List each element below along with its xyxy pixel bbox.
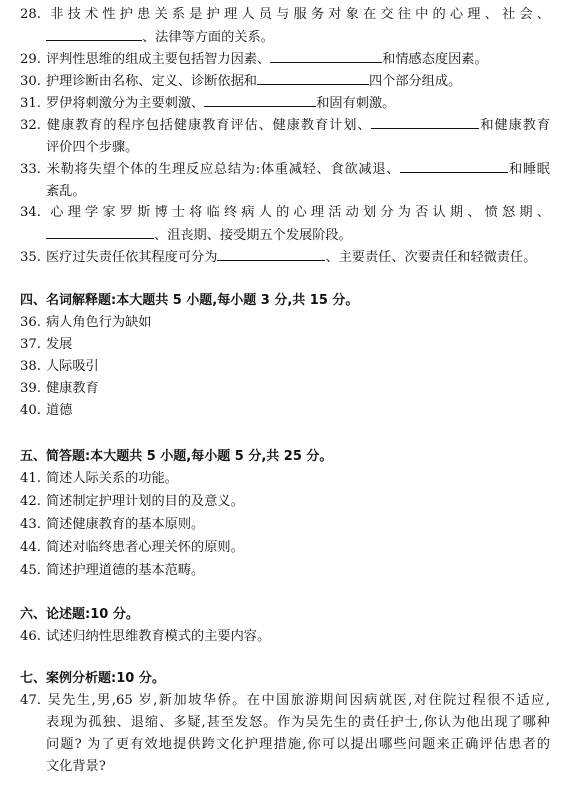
question-text: 简述制定护理计划的目的及意义。 bbox=[46, 494, 244, 509]
question-33 bbox=[20, 158, 550, 203]
question-text: 评判性思维的组成主要包括智力因素、 bbox=[46, 52, 271, 67]
question-41 bbox=[20, 468, 550, 490]
answer-blank bbox=[46, 224, 154, 239]
question-number: 42. bbox=[20, 494, 41, 509]
question-number: 39. bbox=[20, 381, 41, 396]
question-number: 45. bbox=[20, 563, 41, 578]
answer-blank bbox=[400, 158, 508, 173]
question-number: 38. bbox=[20, 359, 41, 374]
question-text: 和睡眠 bbox=[508, 162, 550, 177]
question-number: 34. bbox=[20, 205, 41, 220]
answer-blank bbox=[204, 92, 316, 107]
question-34 bbox=[20, 202, 550, 247]
section-heading: 四、名词解释题:本大题共 5 小题,每小题 3 分,共 15 分。 bbox=[20, 293, 359, 308]
question-number: 30. bbox=[20, 74, 41, 89]
answer-blank bbox=[371, 114, 479, 129]
question-30 bbox=[20, 70, 550, 93]
question-text: 简述健康教育的基本原则。 bbox=[46, 517, 205, 532]
section-heading: 五、简答题:本大题共 5 小题,每小题 5 分,共 25 分。 bbox=[20, 449, 333, 464]
question-number: 35. bbox=[20, 250, 41, 265]
question-text: 吴先生,男,65 岁,新加坡华侨。在中国旅游期间因病就医,对住院过程很不适应, bbox=[46, 693, 550, 708]
question-text: 心理学家罗斯博士将临终病人的心理活动划分为否认期、愤怒期、 bbox=[46, 205, 550, 220]
question-text: 表现为孤独、退缩、多疑,甚至发怒。作为吴先生的责任护士,你认为他出现了哪种 bbox=[46, 715, 550, 730]
question-number: 37. bbox=[20, 337, 41, 352]
question-text: 人际吸引 bbox=[46, 359, 99, 374]
question-47 bbox=[20, 690, 550, 778]
answer-blank bbox=[46, 26, 142, 41]
answer-blank bbox=[257, 70, 369, 85]
question-37 bbox=[20, 334, 550, 356]
question-number: 36. bbox=[20, 315, 41, 330]
question-number: 32. bbox=[20, 118, 41, 133]
question-text: 评价四个步骤。 bbox=[46, 140, 139, 155]
question-text: 健康教育的程序包括健康教育评估、健康教育计划、 bbox=[46, 118, 372, 133]
question-text: 健康教育 bbox=[46, 381, 99, 396]
question-text: 试述归纳性思维教育模式的主要内容。 bbox=[46, 629, 271, 644]
question-38 bbox=[20, 356, 550, 378]
question-text: 紊乱。 bbox=[46, 184, 86, 199]
question-text: 简述护理道德的基本范畴。 bbox=[46, 563, 205, 578]
question-45 bbox=[20, 560, 550, 582]
question-text: 道德 bbox=[46, 403, 73, 418]
question-42 bbox=[20, 491, 550, 513]
question-text: 和情感态度因素。 bbox=[382, 52, 488, 67]
question-number: 41. bbox=[20, 471, 41, 486]
question-40 bbox=[20, 400, 550, 422]
section-heading: 六、论述题:10 分。 bbox=[20, 607, 139, 622]
answer-blank bbox=[270, 48, 382, 63]
question-text: 医疗过失责任依其程度可分为 bbox=[46, 250, 218, 265]
question-number: 47. bbox=[20, 693, 41, 708]
question-text: 和健康教育 bbox=[479, 118, 551, 133]
question-number: 33. bbox=[20, 162, 41, 177]
question-39 bbox=[20, 378, 550, 400]
question-text: 简述对临终患者心理关怀的原则。 bbox=[46, 540, 244, 555]
question-32 bbox=[20, 114, 550, 159]
question-text: 、法律等方面的关系。 bbox=[142, 30, 274, 45]
question-text: 米勒将失望个体的生理反应总结为:体重减轻、食欲减退、 bbox=[46, 162, 401, 177]
question-number: 29. bbox=[20, 52, 41, 67]
question-text: 病人角色行为缺如 bbox=[46, 315, 152, 330]
question-text: 简述人际关系的功能。 bbox=[46, 471, 178, 486]
question-text: 发展 bbox=[46, 337, 73, 352]
question-number: 43. bbox=[20, 517, 41, 532]
question-text: 四个部分组成。 bbox=[369, 74, 462, 89]
question-number: 31. bbox=[20, 96, 41, 111]
question-number: 46. bbox=[20, 629, 41, 644]
question-31 bbox=[20, 92, 550, 115]
question-46 bbox=[20, 626, 550, 648]
question-29 bbox=[20, 48, 550, 71]
question-text: 文化背景? bbox=[46, 759, 106, 774]
section-heading: 七、案例分析题:10 分。 bbox=[20, 671, 165, 686]
question-text: 和固有刺激。 bbox=[316, 96, 396, 111]
question-43 bbox=[20, 514, 550, 536]
question-text: 问题? 为了更有效地提供跨文化护理措施,你可以提出哪些问题来正确评估患者的 bbox=[46, 737, 550, 752]
question-text: 非技术性护患关系是护理人员与服务对象在交往中的心理、社会、 bbox=[46, 7, 550, 22]
question-28 bbox=[20, 4, 550, 49]
question-number: 40. bbox=[20, 403, 41, 418]
question-number: 28. bbox=[20, 7, 41, 22]
question-36 bbox=[20, 312, 550, 334]
question-text: 罗伊将刺激分为主要刺激、 bbox=[46, 96, 205, 111]
question-44 bbox=[20, 537, 550, 559]
answer-blank bbox=[217, 246, 325, 261]
question-text: 护理诊断由名称、定义、诊断依据和 bbox=[46, 74, 257, 89]
question-text: 、沮丧期、接受期五个发展阶段。 bbox=[154, 228, 352, 243]
question-35 bbox=[20, 246, 550, 269]
question-number: 44. bbox=[20, 540, 41, 555]
question-text: 、主要责任、次要责任和轻微责任。 bbox=[325, 250, 537, 265]
